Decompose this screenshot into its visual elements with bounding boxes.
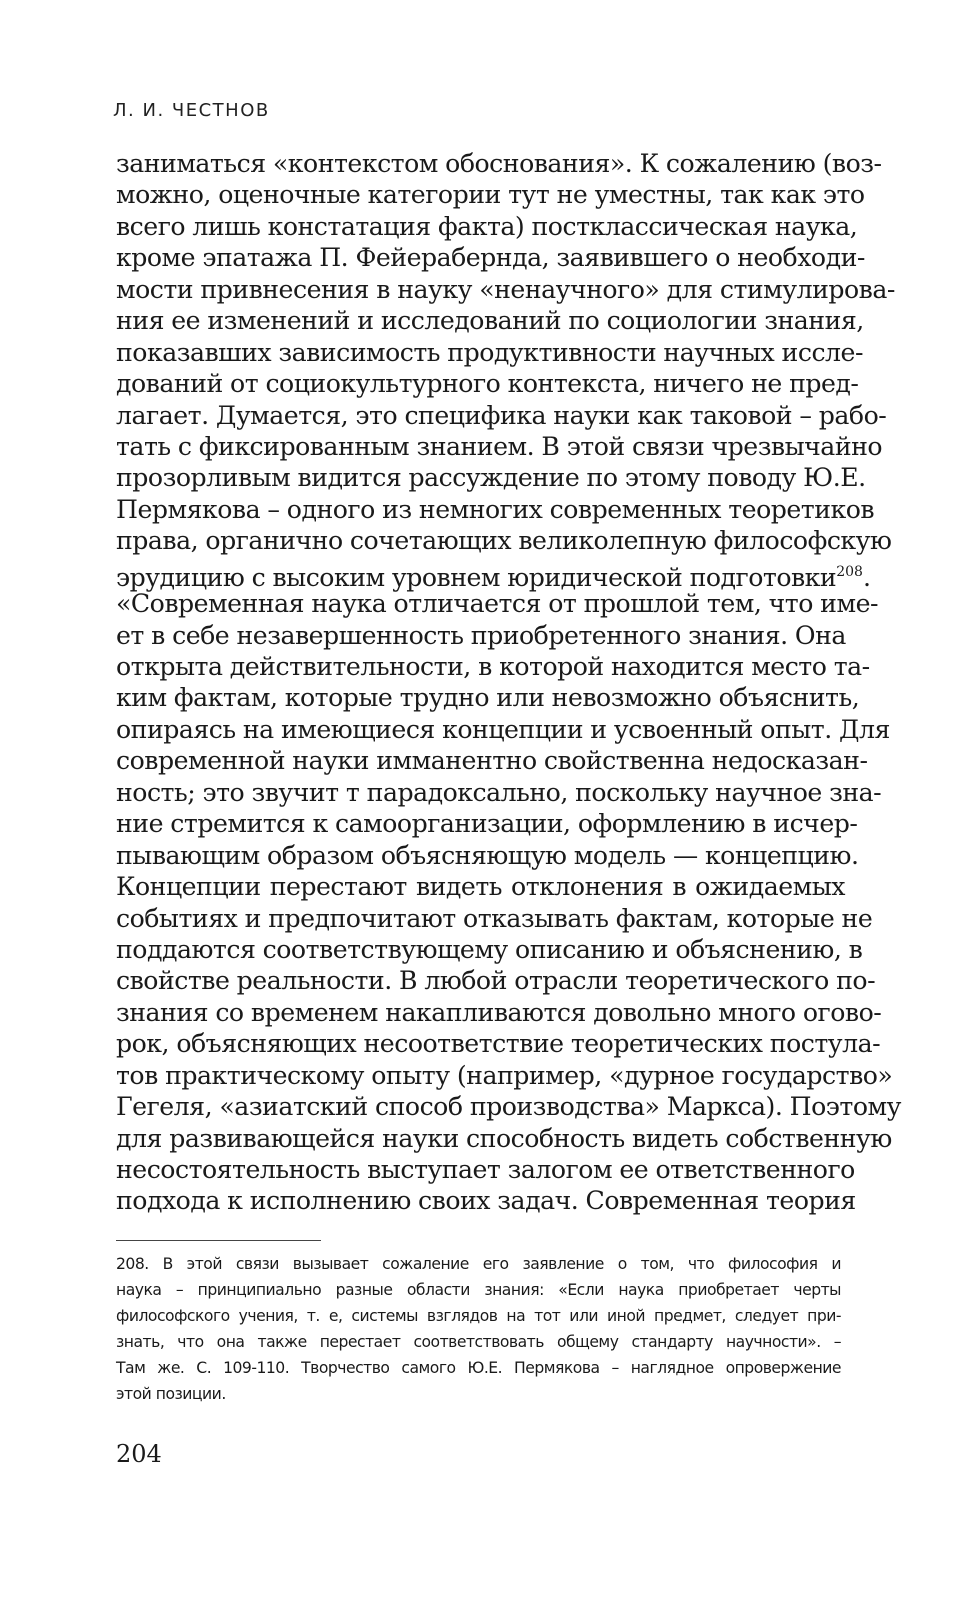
- footnote-line: 208. В этой связи вызывает сожаление его заявление о том, что философия и: [116, 1255, 841, 1273]
- body-text: [116, 148, 901, 1217]
- text-line: несостоятельность выступает залогом ее ответственного: [116, 1155, 855, 1184]
- text-line: событиях и предпочитают отказывать фактам, которые не: [116, 903, 873, 933]
- text-line: ние стремится к самоорганизации, оформлению в исчер-: [116, 809, 858, 839]
- text-line: поддаются соответствующему описанию и объяснению, в: [116, 934, 863, 964]
- text-line: Концепции перестают видеть отклонения в ожидаемых: [116, 872, 845, 902]
- text-line: современной науки имманентно свойственна недосказан-: [116, 746, 868, 776]
- text-line: Гегеля, «азиатский способ производства» Маркса). Поэтому: [116, 1092, 901, 1122]
- text-line: можно, оценочные категории тут не уместны, так как это: [116, 180, 865, 210]
- text-line: свойстве реальности. В любой отрасли теоретического по-: [116, 966, 876, 996]
- text-line: тов практическому опыту (например, «дурное государство»: [116, 1060, 893, 1090]
- text-line: «Современная наука отличается от прошлой тем, что име-: [116, 589, 878, 619]
- footnote-208: [116, 1251, 841, 1407]
- text-line: заниматься «контекстом обоснования». К сожалению (воз-: [116, 149, 882, 178]
- text-line: открыта действительности, в которой находится место та-: [116, 652, 870, 681]
- text-line: пывающим образом объясняющую модель — концепцию.: [116, 840, 859, 870]
- text-line-content: эрудицию с высоким уровнем юридической подготовки: [116, 562, 837, 592]
- text-line: лагает. Думается, это специфика науки как таковой – рабо-: [116, 400, 887, 430]
- text-line: тать с фиксированным знанием. В этой связи чрезвычайно: [116, 431, 883, 461]
- text-line: ет в себе незавершенность приобретенного знания. Она: [116, 620, 846, 650]
- text-line: опираясь на имеющиеся концепции и усвоенный опыт. Для: [116, 714, 890, 744]
- text-line: ность; это звучит т парадоксально, поскольку научное зна-: [116, 777, 882, 807]
- text-line: всего лишь констатация факта) постклассическая наука,: [116, 211, 858, 241]
- footnote-line: этой позиции.: [116, 1385, 226, 1403]
- text-line: кроме эпатажа П. Фейерабернда, заявившего о необходи-: [116, 243, 865, 273]
- text-line: для развивающейся науки способность видеть собственную: [116, 1123, 892, 1153]
- footnote-line: философского учения, т. е, системы взглядов на тот или иной предмет, следует при-: [116, 1307, 841, 1325]
- text-line: Пермякова – одного из немногих современных теоретиков: [116, 494, 875, 524]
- text-line: права, органично сочетающих великолепную философскую: [116, 526, 892, 556]
- text-line: подхода к исполнению своих задач. Современная теория: [116, 1186, 856, 1216]
- footnote-ref[interactable]: 208: [836, 563, 863, 580]
- text-line: рок, объясняющих несоответствие теоретических постула-: [116, 1029, 881, 1059]
- footnote-line: наука – принципиально разные области знания: «Если наука приобретает черты: [116, 1281, 841, 1299]
- text-line: мости привнесения в науку «ненаучного» для стимулирова-: [116, 274, 895, 304]
- text-line: ким фактам, которые трудно или невозможно объяснить,: [116, 683, 860, 713]
- footnote-line: знать, что она также перестает соответствовать общему стандарту научности». –: [116, 1333, 841, 1351]
- text-line: дований от социокультурного контекста, ничего не пред-: [116, 369, 859, 399]
- running-head: Л. И. ЧЕСТНОВ: [113, 100, 270, 121]
- text-line: показавших зависимость продуктивности научных иссле-: [116, 337, 863, 367]
- text-line: прозорливым видится рассуждение по этому поводу Ю.Е.: [116, 463, 866, 493]
- page-number: 204: [116, 1440, 162, 1468]
- text-line: ния ее изменений и исследований по социологии знания,: [116, 306, 864, 336]
- footnote-line: Там же. С. 109-110. Творчество самого Ю.Е. Пермякова – наглядное опровержение: [116, 1359, 841, 1377]
- footnote-divider: [116, 1240, 321, 1241]
- text-line-with-footnote-ref: [116, 557, 871, 592]
- footnote-ref-punct: .: [862, 562, 871, 592]
- text-line: знания со временем накапливаются довольно много огово-: [116, 997, 882, 1027]
